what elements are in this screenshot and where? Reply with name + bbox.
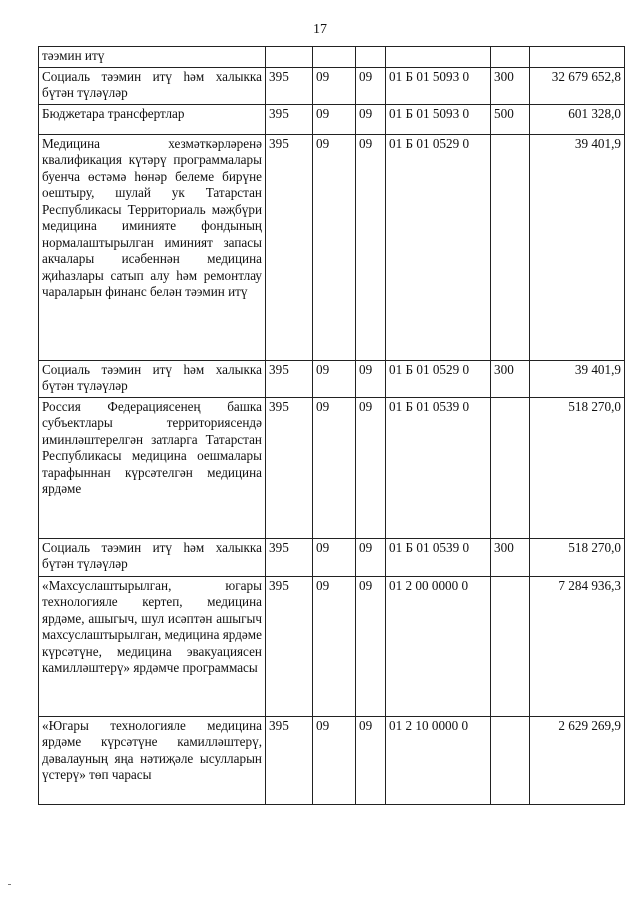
cell-amount: 39 401,9 xyxy=(530,360,625,397)
table-row xyxy=(39,104,625,134)
cell-target-article: 01 Б 01 5093 0 xyxy=(386,104,491,134)
cell-amount: 518 270,0 xyxy=(530,538,625,576)
cell-expense-type xyxy=(491,716,530,804)
table-row xyxy=(39,397,625,538)
table-row xyxy=(39,576,625,716)
row-description: Социаль тәэмин итү һәм халыкка бүтән түләүләр xyxy=(39,67,266,104)
cell-target-article: 01 Б 01 0539 0 xyxy=(386,397,491,538)
cell-target-article: 01 2 10 0000 0 xyxy=(386,716,491,804)
cell-subsection: 09 xyxy=(356,360,386,397)
cell-subsection: 09 xyxy=(356,397,386,538)
cell-amount: 2 629 269,9 xyxy=(530,716,625,804)
row-description: «Югары технологияле медицина ярдәме күрсәтүне камилләштерү, дәвалауның яңа нәтиҗәле ысулларын үстерү» төп чарасы xyxy=(39,716,266,804)
row-description: «Махсуслаштырылган, югары технологияле кертеп, медицина ярдәме, ашыгыч, шул исәптән ашыгыч махсуслаштырылган, медицина ярдәме күрсәтүне, медицина эвакуациясен камилләштерү» ярдәмче программасы xyxy=(39,576,266,716)
row-description: тәэмин итү xyxy=(39,47,266,68)
cell-target-article: 01 Б 01 0529 0 xyxy=(386,360,491,397)
cell-target-article: 01 2 00 0000 0 xyxy=(386,576,491,716)
cell-ministry-code: 395 xyxy=(266,104,313,134)
cell-expense-type: 300 xyxy=(491,360,530,397)
cell-subsection xyxy=(356,47,386,68)
cell-subsection: 09 xyxy=(356,67,386,104)
cell-amount: 39 401,9 xyxy=(530,134,625,360)
cell-subsection: 09 xyxy=(356,538,386,576)
cell-expense-type xyxy=(491,576,530,716)
cell-section xyxy=(313,47,356,68)
cell-ministry-code: 395 xyxy=(266,134,313,360)
cell-section: 09 xyxy=(313,360,356,397)
cell-section: 09 xyxy=(313,538,356,576)
cell-section: 09 xyxy=(313,134,356,360)
cell-expense-type: 500 xyxy=(491,104,530,134)
row-description: Социаль тәэмин итү һәм халыкка бүтән түләүләр xyxy=(39,538,266,576)
cell-section: 09 xyxy=(313,716,356,804)
cell-subsection: 09 xyxy=(356,104,386,134)
table-row xyxy=(39,360,625,397)
table-row xyxy=(39,67,625,104)
cell-amount: 601 328,0 xyxy=(530,104,625,134)
cell-amount: 32 679 652,8 xyxy=(530,67,625,104)
cell-target-article: 01 Б 01 0539 0 xyxy=(386,538,491,576)
cell-section: 09 xyxy=(313,104,356,134)
cell-target-article xyxy=(386,47,491,68)
cell-subsection: 09 xyxy=(356,716,386,804)
row-description: Медицина хезмәткәрләренә квалификация күтәрү программалары буенча өстәмә һөнәр белеме бирүне оештыру, шулай ук Татарстан Республикасы Территориаль мәҗбүри медицина иминияте фондының нормалаштырылган иминият запасы акчалары исәбеннән медицина җиһазлары сатып алу һәм ремонтлау чараларын финанс белән тәэмин итү xyxy=(39,134,266,360)
cell-section: 09 xyxy=(313,67,356,104)
cell-target-article: 01 Б 01 0529 0 xyxy=(386,134,491,360)
row-description: Бюджетара трансфертлар xyxy=(39,104,266,134)
cell-expense-type: 300 xyxy=(491,67,530,104)
cell-ministry-code: 395 xyxy=(266,716,313,804)
cell-section: 09 xyxy=(313,397,356,538)
cell-ministry-code: 395 xyxy=(266,67,313,104)
cell-subsection: 09 xyxy=(356,134,386,360)
page-number: 17 xyxy=(313,22,327,37)
cell-expense-type xyxy=(491,134,530,360)
cell-ministry-code: 395 xyxy=(266,360,313,397)
table-row xyxy=(39,134,625,360)
cell-expense-type xyxy=(491,47,530,68)
cell-amount: 518 270,0 xyxy=(530,397,625,538)
cell-ministry-code xyxy=(266,47,313,68)
table-row xyxy=(39,716,625,804)
cell-expense-type xyxy=(491,397,530,538)
cell-target-article: 01 Б 01 5093 0 xyxy=(386,67,491,104)
cell-section: 09 xyxy=(313,576,356,716)
row-description: Россия Федерациясенең башка субъектлары территориясендә иминләштерелгән затларга Татарстан Республикасы медицина оешмалары тарафыннан күрсәтелгән медицина ярдәме xyxy=(39,397,266,538)
budget-table xyxy=(38,46,625,805)
cell-ministry-code: 395 xyxy=(266,538,313,576)
row-description: Социаль тәэмин итү һәм халыкка бүтән түләүләр xyxy=(39,360,266,397)
cell-amount: 7 284 936,3 xyxy=(530,576,625,716)
table-row xyxy=(39,47,625,68)
cell-expense-type: 300 xyxy=(491,538,530,576)
cell-ministry-code: 395 xyxy=(266,397,313,538)
cell-ministry-code: 395 xyxy=(266,576,313,716)
cell-amount xyxy=(530,47,625,68)
table-row xyxy=(39,538,625,576)
scan-artifact xyxy=(8,884,11,885)
cell-subsection: 09 xyxy=(356,576,386,716)
